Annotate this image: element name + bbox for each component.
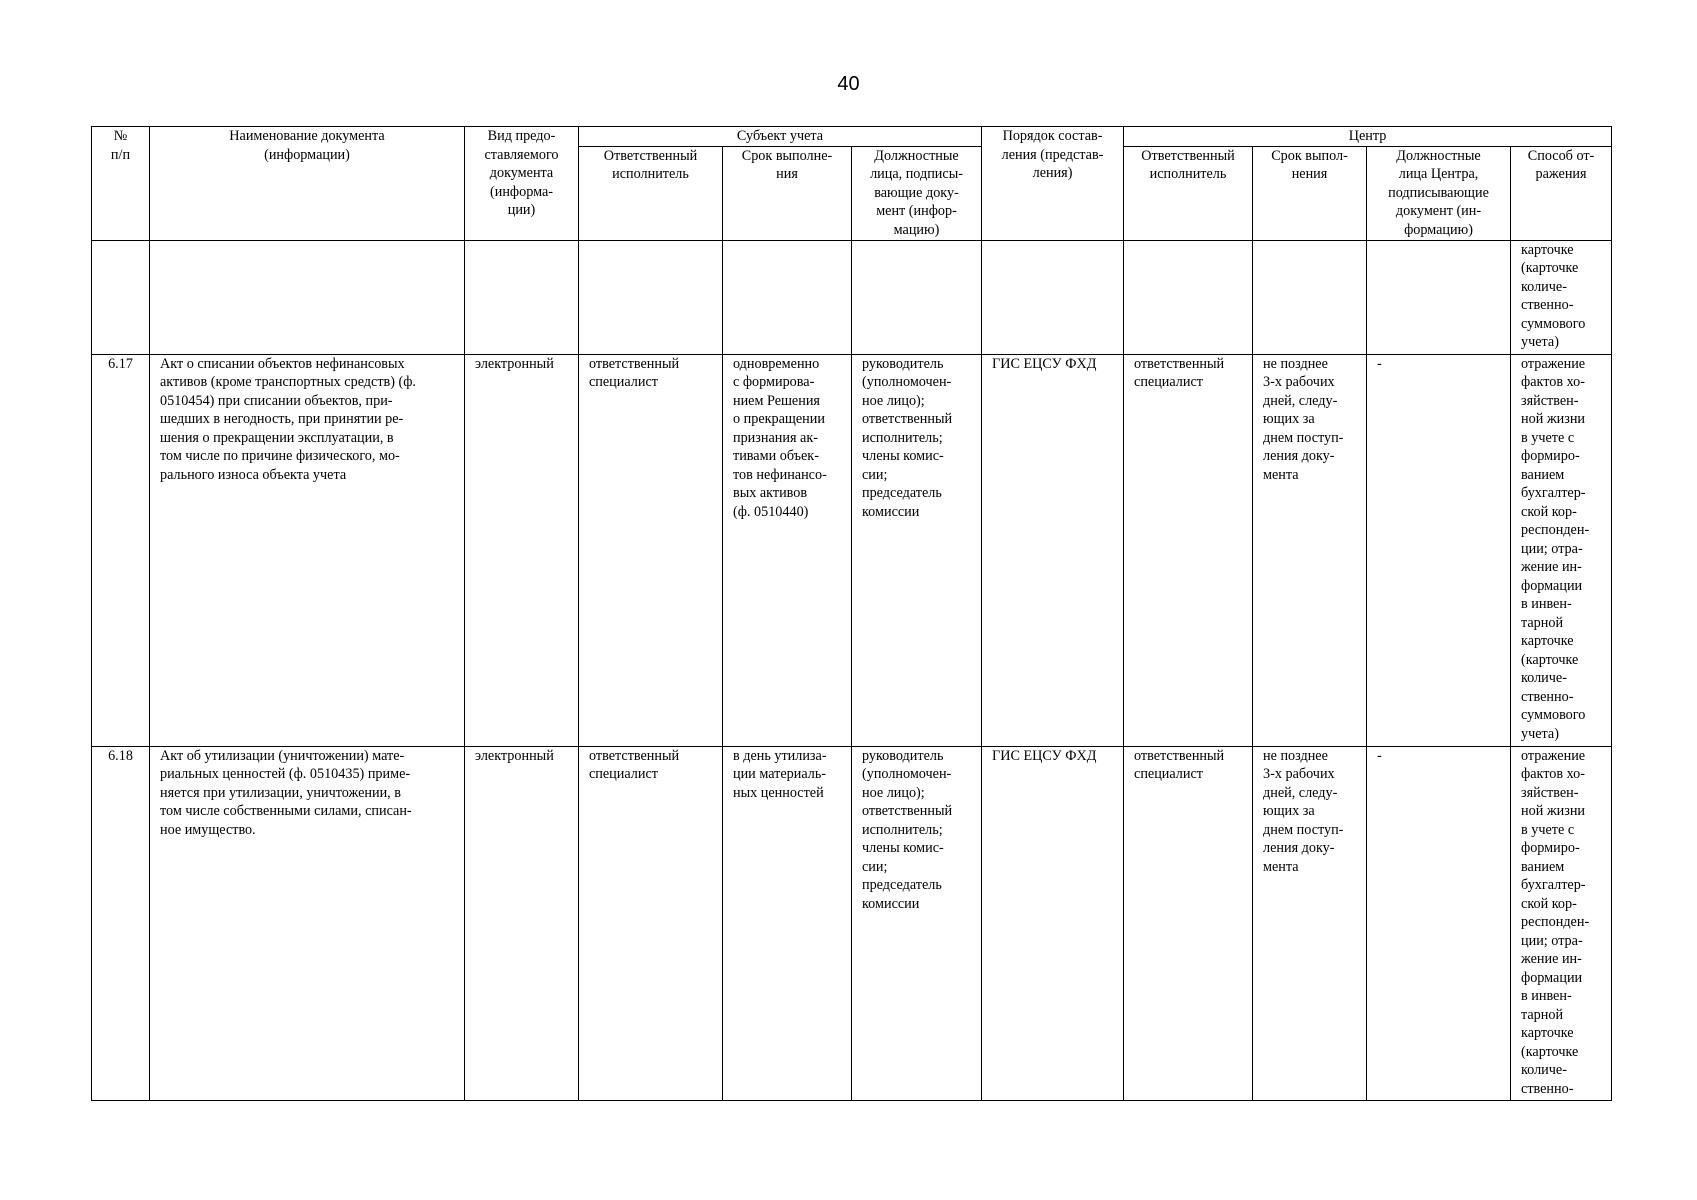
row-center-executor	[1124, 240, 1253, 354]
page-number: 40	[837, 73, 860, 95]
row-document-name: Акт об утилизации (уничтожении) мате- риальных ценностей (ф. 0510435) приме- няется при утилизации, уничтожении, в том числе собственными силами, списан- ное имущество.	[150, 746, 465, 1100]
table-row	[92, 354, 1612, 746]
row-subject-term	[723, 240, 852, 354]
row-center-method: отражение фактов хо- зяйствен- ной жизни в учете с формиро- ванием бухгалтер- ской кор- респонден- ции; отра- жение ин- формации в инвен- тарной карточке (карточке количе- ственно- суммового учета)	[1511, 354, 1612, 746]
row-center-executor: ответственный специалист	[1124, 746, 1253, 1100]
row-center-term	[1253, 240, 1367, 354]
header-center-officials: Должностные лица Центра, подписывающие документ (ин- формацию)	[1367, 146, 1511, 240]
row-document-view: электронный	[465, 746, 579, 1100]
row-center-term: не позднее 3-х рабочих дней, следу- ющих за днем поступ- ления доку- мента	[1253, 354, 1367, 746]
table-row	[92, 240, 1612, 354]
row-order: ГИС ЕЦСУ ФХД	[982, 746, 1124, 1100]
header-document-view: Вид предо- ставляемого документа (информа- ции)	[465, 127, 579, 241]
row-num: 6.17	[92, 354, 150, 746]
row-document-view: электронный	[465, 354, 579, 746]
row-num: 6.18	[92, 746, 150, 1100]
row-subject-executor	[579, 240, 723, 354]
header-subject-group: Субъект учета	[579, 127, 982, 147]
row-center-officials: -	[1367, 354, 1511, 746]
row-subject-officials	[852, 240, 982, 354]
row-center-executor: ответственный специалист	[1124, 354, 1253, 746]
row-order: ГИС ЕЦСУ ФХД	[982, 354, 1124, 746]
header-subject-executor: Ответственный исполнитель	[579, 146, 723, 240]
row-center-officials	[1367, 240, 1511, 354]
row-subject-executor: ответственный специалист	[579, 354, 723, 746]
row-subject-officials: руководитель (уполномочен- ное лицо); ответственный исполнитель; члены комис- сии; председатель комиссии	[852, 746, 982, 1100]
row-document-name: Акт о списании объектов нефинансовых активов (кроме транспортных средств) (ф. 0510454) при списании объектов, при- шедших в негодность, при принятии ре- шения о прекращении эксплуатации, в том числе по причине физического, мо- рального износа объекта учета	[150, 354, 465, 746]
row-center-term: не позднее 3-х рабочих дней, следу- ющих за днем поступ- ления доку- мента	[1253, 746, 1367, 1100]
header-center-group: Центр	[1124, 127, 1612, 147]
header-subject-officials: Должностные лица, подписы- вающие доку- мент (инфор- мацию)	[852, 146, 982, 240]
row-num	[92, 240, 150, 354]
header-num: № п/п	[92, 127, 150, 241]
row-subject-officials: руководитель (уполномочен- ное лицо); ответственный исполнитель; члены комис- сии; председатель комиссии	[852, 354, 982, 746]
header-center-method: Способ от- ражения	[1511, 146, 1612, 240]
row-subject-term: в день утилиза- ции материаль- ных ценностей	[723, 746, 852, 1100]
row-center-officials: -	[1367, 746, 1511, 1100]
row-center-method: отражение фактов хо- зяйствен- ной жизни в учете с формиро- ванием бухгалтер- ской кор- респонден- ции; отра- жение ин- формации в инвен- тарной карточке (карточке количе- ственно-	[1511, 746, 1612, 1100]
header-subject-term: Срок выполне- ния	[723, 146, 852, 240]
header-order: Порядок состав- ления (представ- ления)	[982, 127, 1124, 241]
row-document-name	[150, 240, 465, 354]
header-center-term: Срок выпол- нения	[1253, 146, 1367, 240]
row-center-method: карточке (карточке количе- ственно- суммового учета)	[1511, 240, 1612, 354]
table-row	[92, 746, 1612, 1100]
row-subject-executor: ответственный специалист	[579, 746, 723, 1100]
header-document-name: Наименование документа (информации)	[150, 127, 465, 241]
header-center-executor: Ответственный исполнитель	[1124, 146, 1253, 240]
row-document-view	[465, 240, 579, 354]
document-table	[91, 126, 1612, 1101]
row-subject-term: одновременно с формирова- нием Решения о прекращении признания ак- тивами объек- тов нефинансо- вых активов (ф. 0510440)	[723, 354, 852, 746]
table-header-row	[92, 127, 1612, 147]
row-order	[982, 240, 1124, 354]
